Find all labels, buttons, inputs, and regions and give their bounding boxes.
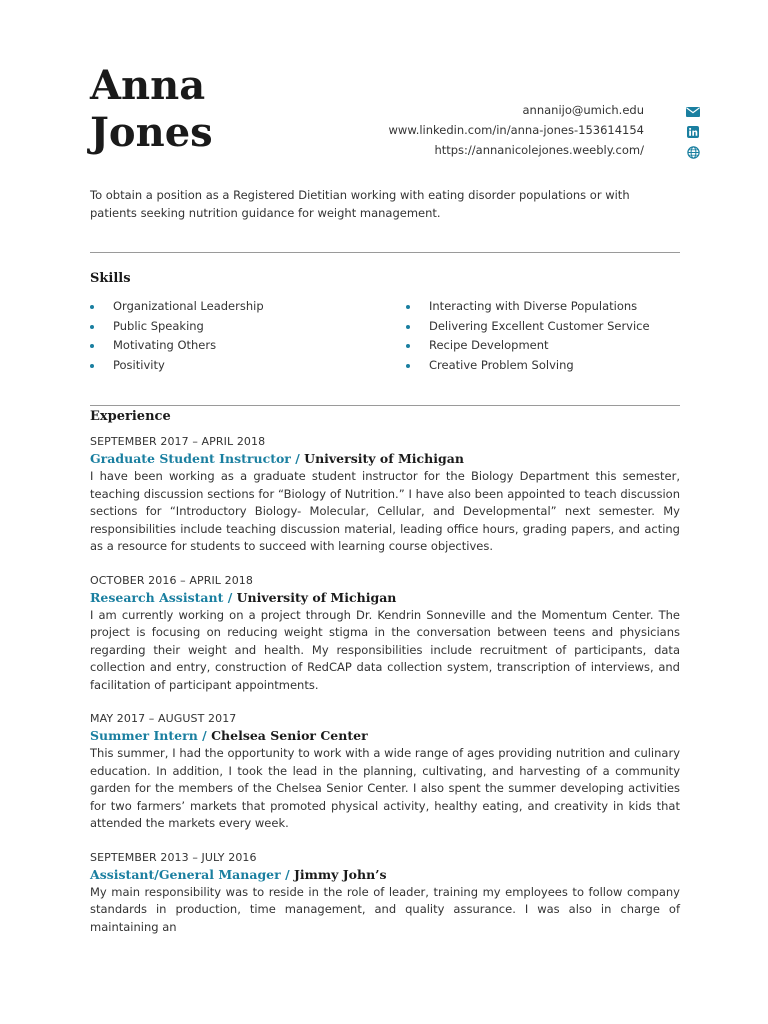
- experience-list: [90, 433, 680, 952]
- contact-block: [389, 100, 644, 160]
- skill-item: Interacting with Diverse Populations: [406, 297, 650, 317]
- job-description: My main responsibility was to reside in the role of leader, training my employees to follow company standards in production, time management, and quality assurance. I was also in charge of maintaining an: [90, 884, 680, 934]
- bullet-icon: [90, 344, 94, 348]
- job-title: [90, 589, 680, 607]
- job-role: Assistant/General Manager /: [90, 866, 294, 882]
- job-title: [90, 727, 680, 745]
- first-name: Anna: [90, 62, 206, 109]
- skill-item: Positivity: [90, 356, 264, 376]
- linkedin-url[interactable]: www.linkedin.com/in/anna-jones-153614154: [388, 123, 644, 137]
- bullet-icon: [406, 364, 410, 368]
- skills-list-right: [406, 297, 650, 376]
- job-description: I am currently working on a project through Dr. Kendrin Sonneville and the Momentum Center. The project is focusing on reducing weight stigma in the conversation between teens and physicians regarding their weight and health. My responsibilities include recruitment of participants, data collection and entry, construction of RedCAP data collection system, transcription of interviews, and facilitation of participant appointments.: [90, 607, 680, 692]
- job-entry: [90, 433, 680, 556]
- job-dates: OCTOBER 2016 – APRIL 2018: [90, 573, 254, 587]
- objective-statement: To obtain a position as a Registered Dietitian working with eating disorder populations or with patients seeking nutrition guidance for weight management.: [90, 188, 630, 220]
- skills-heading: Skills: [90, 271, 131, 286]
- bullet-icon: [406, 325, 410, 329]
- job-entry: [90, 849, 680, 937]
- skill-item: Organizational Leadership: [90, 297, 264, 317]
- job-title: [90, 866, 680, 884]
- job-org: University of Michigan: [236, 589, 397, 605]
- job-dates: MAY 2017 – AUGUST 2017: [90, 712, 237, 725]
- job-org: Jimmy John’s: [294, 866, 387, 882]
- job-role: Graduate Student Instructor /: [90, 451, 305, 466]
- last-name: Jones: [90, 109, 213, 156]
- website-url[interactable]: https://annanicolejones.weebly.com/: [434, 143, 644, 157]
- job-description: This summer, I had the opportunity to work with a wide range of ages providing nutrition and culinary education. In addition, I took the lead in the planning, cultivating, and harvesting of a community garden for the members of the Chelsea Senior Center. I also spent the summer developing activities for two farmers’ markets that promoted physical activity, healthy eating, and creativity in kids that attended the markets every week.: [90, 746, 680, 830]
- candidate-name: [90, 62, 330, 156]
- bullet-icon: [406, 344, 410, 348]
- skills-list-left: [90, 297, 264, 376]
- job-role: Summer Intern /: [90, 728, 212, 743]
- job-description: I have been working as a graduate student instructor for the Biology Department this semester, teaching discussion sections for “Biology of Nutrition.” I have also been appointed to teach discussion sections for “Introductory Biology- Molecular, Cellular, and Developmental” next semester. My responsibilities include teaching discussion material, leading office hours, grading papers, and acting as a resource for students to succeed with learning course objectives.: [90, 469, 680, 553]
- skill-item: Recipe Development: [406, 336, 650, 356]
- section-divider: [90, 405, 680, 406]
- skill-item: Public Speaking: [90, 317, 264, 337]
- job-dates: SEPTEMBER 2017 – APRIL 2018: [90, 435, 266, 448]
- contact-icons: [686, 102, 700, 162]
- email-text[interactable]: annanijo@umich.edu: [522, 103, 644, 117]
- bullet-icon: [90, 305, 94, 309]
- bullet-icon: [90, 364, 94, 368]
- job-entry: [90, 710, 680, 833]
- job-role: Research Assistant /: [90, 589, 237, 605]
- job-title: [90, 450, 680, 468]
- section-divider: [90, 252, 680, 253]
- skill-item: Delivering Excellent Customer Service: [406, 317, 650, 337]
- skill-item: Motivating Others: [90, 336, 264, 356]
- bullet-icon: [90, 325, 94, 329]
- experience-heading: Experience: [90, 409, 171, 424]
- globe-icon: [687, 146, 700, 159]
- job-org: Chelsea Senior Center: [211, 728, 368, 743]
- job-org: University of Michigan: [304, 451, 464, 466]
- job-entry: [90, 572, 680, 695]
- job-dates: SEPTEMBER 2013 – JULY 2016: [90, 850, 257, 864]
- linkedin-icon: [687, 126, 699, 138]
- skill-item: Creative Problem Solving: [406, 356, 650, 376]
- bullet-icon: [406, 305, 410, 309]
- email-icon: [686, 107, 700, 117]
